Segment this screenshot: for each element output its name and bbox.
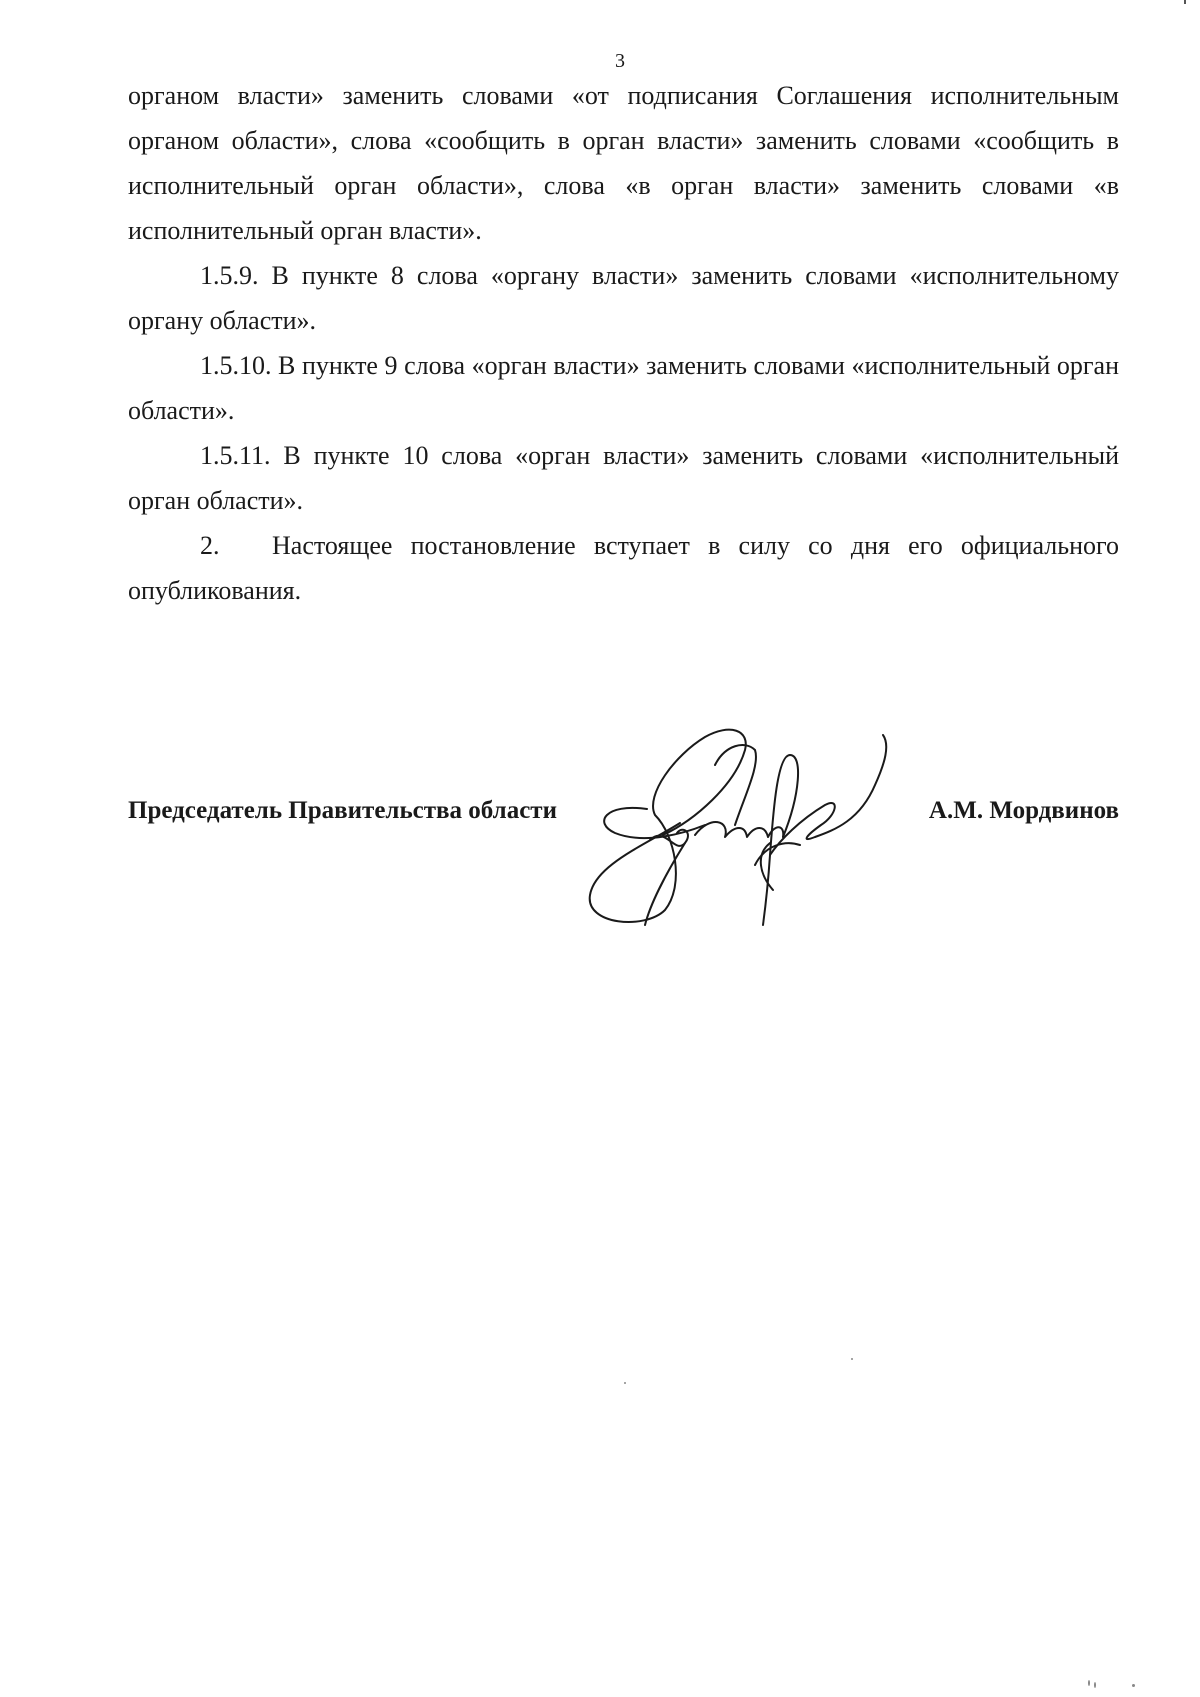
item-2-text: Настоящее постановление вступает в силу со дня его официального опубликования. (128, 531, 1119, 605)
scan-speck (1094, 1682, 1096, 1688)
paragraph-item-1-5-10: 1.5.10. В пункте 9 слова «орган власти» заменить словами «исполнительный орган области». (128, 351, 1119, 425)
scan-speck (1088, 1680, 1090, 1686)
scan-edge-mark (1184, 0, 1186, 4)
scan-speck (851, 1358, 853, 1360)
paragraph-item-1-5-9: 1.5.9. В пункте 8 слова «органу власти» заменить словами «исполнительному органу области». (128, 261, 1119, 335)
paragraph-continuation: органом власти» заменить словами «от подписания Соглашения исполнительным органом области», слова «сообщить в орган власти» заменить словами «сообщить в исполнительный орган области», слова «в орган власти» заменить словами «в исполнительный орган власти». (128, 81, 1119, 245)
item-2-number: 2. (200, 531, 220, 560)
signatory-name: А.М. Мордвинов (928, 797, 1119, 824)
handwritten-signature (585, 725, 935, 935)
document-body (128, 73, 1119, 613)
scan-speck (624, 1382, 626, 1384)
paragraph-item-1-5-11: 1.5.11. В пункте 10 слова «орган власти» заменить словами «исполнительный орган области». (128, 441, 1119, 515)
paragraph-item-2 (128, 523, 1119, 613)
signatory-title: Председатель Правительства области (128, 797, 557, 824)
scan-speck (1132, 1684, 1135, 1687)
page-number: 3 (615, 50, 625, 72)
